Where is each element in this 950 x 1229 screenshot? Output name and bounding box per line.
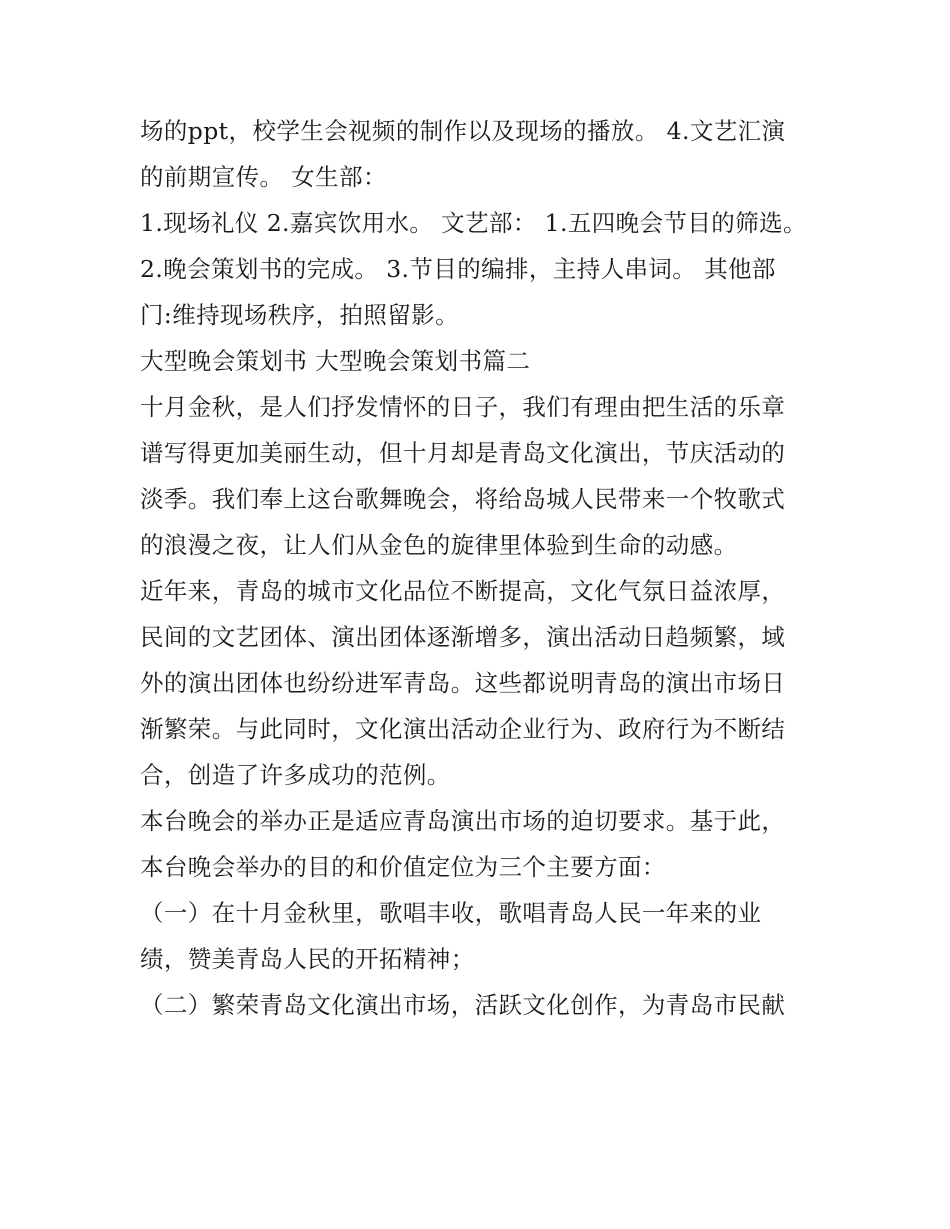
text-line: 的前期宣传。 女生部： [140, 163, 387, 191]
text-line: 门:维持现场秩序，拍照留影。 [140, 301, 460, 329]
text-line: 场的ppt，校学生会视频的制作以及现场的播放。 4.文艺汇演 [140, 117, 786, 145]
text-line: 谱写得更加美丽生动，但十月却是青岛文化演出，节庆活动的 [140, 439, 786, 467]
text-line: 本台晚会的举办正是适应青岛演出市场的迫切要求。基于此， [140, 807, 786, 835]
text-line: 十月金秋，是人们抒发情怀的日子，我们有理由把生活的乐章 [140, 393, 786, 421]
document-body [140, 108, 820, 1028]
text-line: 本台晚会举办的目的和价值定位为三个主要方面： [140, 853, 666, 881]
text-line: 民间的文艺团体、演出团体逐渐增多，演出活动日趋频繁，域 [140, 623, 786, 651]
text-line: 外的演出团体也纷纷进军青岛。这些都说明青岛的演出市场日 [140, 669, 786, 697]
text-line: 2.晚会策划书的完成。 3.节目的编排，主持人串词。 其他部 [140, 255, 776, 283]
text-line: 近年来，青岛的城市文化品位不断提高，文化气氛日益浓厚， [140, 577, 786, 605]
text-line: 合，创造了许多成功的范例。 [140, 761, 451, 789]
text-line: 的浪漫之夜，让人们从金色的旋律里体验到生命的动感。 [140, 531, 738, 559]
section-heading: 大型晚会策划书 大型晚会策划书篇二 [140, 347, 531, 375]
text-line: 1.现场礼仪 2.嘉宾饮用水。 文艺部： 1.五四晚会节目的筛选。 [140, 209, 807, 237]
list-item-text: （一）在十月金秋里，歌唱丰收，歌唱青岛人民一年来的业 [140, 899, 762, 927]
text-line: 淡季。我们奉上这台歌舞晚会，将给岛城人民带来一个牧歌式 [140, 485, 786, 513]
list-item-text: 绩，赞美青岛人民的开拓精神； [140, 945, 475, 973]
text-line: 渐繁荣。与此同时，文化演出活动企业行为、政府行为不断结 [140, 715, 786, 743]
list-item-text: （二）繁荣青岛文化演出市场，活跃文化创作，为青岛市民献 [140, 991, 786, 1019]
